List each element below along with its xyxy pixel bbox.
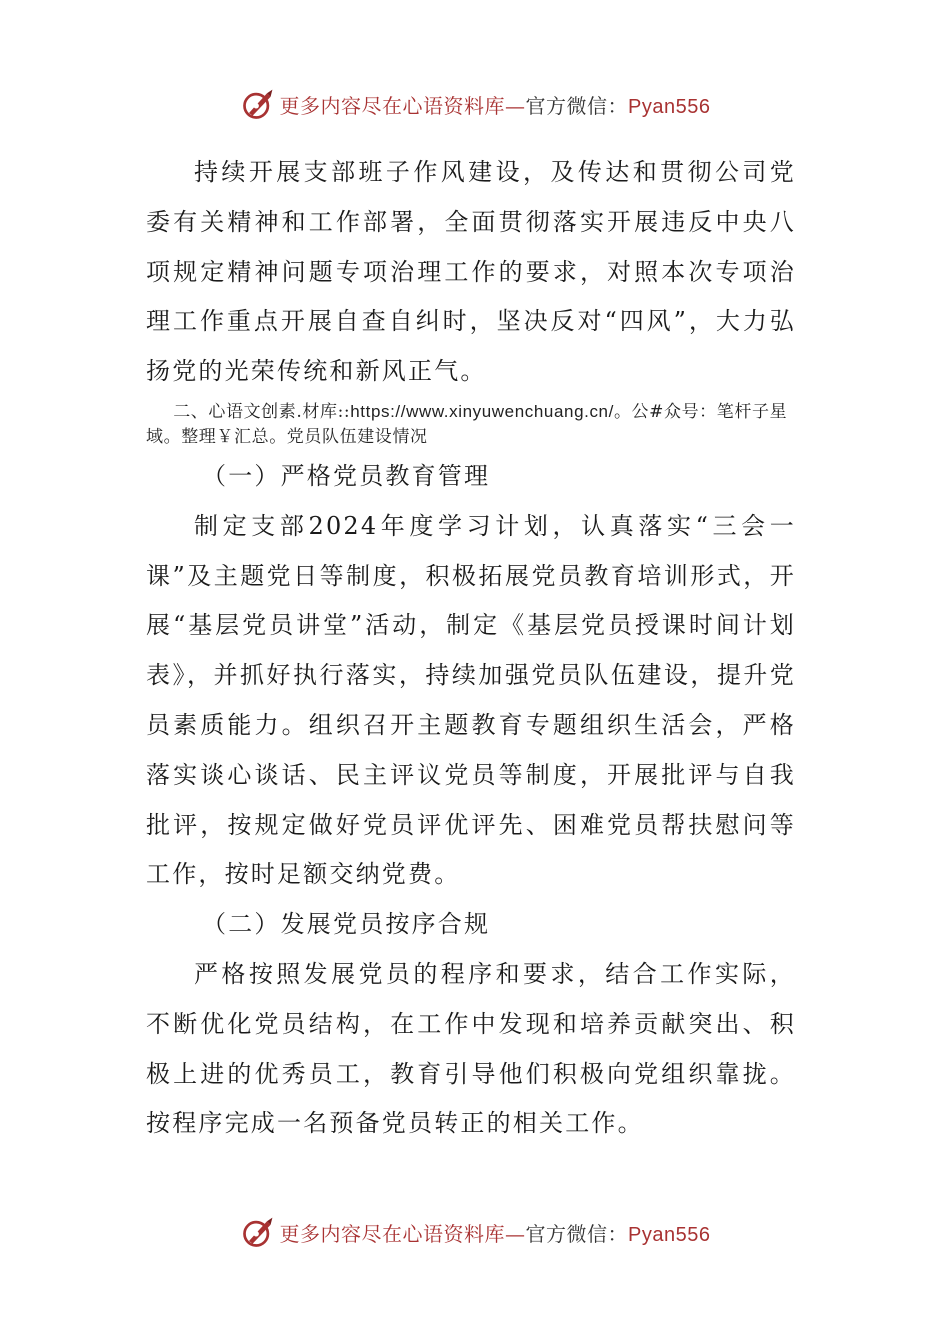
pen-nib-circle-icon [240, 1214, 276, 1250]
heading-education: （一）严格党员教育管理 [202, 461, 491, 490]
paragraph-recruitment: 严格按照发展党员的程序和要求，结合工作实际，不断优化党员结构，在工作中发现和培养贡献突出、积极上进的优秀员工，教育引导他们积极向党组织靠拢。按程序完成一名预备党员转正的相关工作。 [146, 959, 796, 1138]
banner-wechat-id: Pyan556 [628, 1223, 711, 1246]
note-suffix: 。公#众号：笔杆子星域。整理￥汇总。党员队伍建设情况 [146, 401, 788, 447]
header-banner [0, 82, 950, 126]
banner-main-text: 更多内容尽在心语资料库 [279, 93, 506, 118]
banner-wechat-label: 官方微信： [525, 93, 629, 118]
banner-wechat-label: 官方微信： [525, 1221, 629, 1246]
footer-banner [0, 1210, 950, 1254]
banner-text [280, 1218, 711, 1247]
banner-dash: — [505, 1221, 526, 1246]
paragraph-work-style: 持续开展支部班子作风建设，及传达和贯彻公司党委有关精神和工作部署，全面贯彻落实开展违反中央八项规定精神问题专项治理工作的要求，对照本次专项治理工作重点开展自查自纠时，坚决反对“四风”，大力弘扬党的光荣传统和新风正气。 [146, 158, 796, 386]
section-two-note [146, 399, 796, 450]
banner-wechat-id: Pyan556 [628, 95, 711, 118]
note-url: https://www.xinyuwenchuang.cn/ [350, 401, 614, 421]
banner-main-text: 更多内容尽在心语资料库 [279, 1221, 506, 1246]
document-body [146, 148, 796, 1149]
note-prefix: 二、心语文创素.材库:: [173, 401, 351, 422]
heading-recruitment: （二）发展党员按序合规 [202, 910, 491, 939]
pen-nib-circle-icon [240, 86, 276, 122]
banner-dash: — [505, 93, 526, 118]
paragraph-education: 制定支部2024年度学习计划，认真落实“三会一课”及主题党日等制度，积极拓展党员教育培训形式，开展“基层党员讲堂”活动，制定《基层党员授课时间计划表》，并抓好执行落实，持续加强党员队伍建设，提升党员素质能力。组织召开主题教育专题组织生活会，严格落实谈心谈话、民主评议党员等制度，开展批评与自我批评，按规定做好党员评优评先、困难党员帮扶慰问等工作，按时足额交纳党费。 [146, 511, 796, 889]
banner-text [280, 90, 711, 119]
